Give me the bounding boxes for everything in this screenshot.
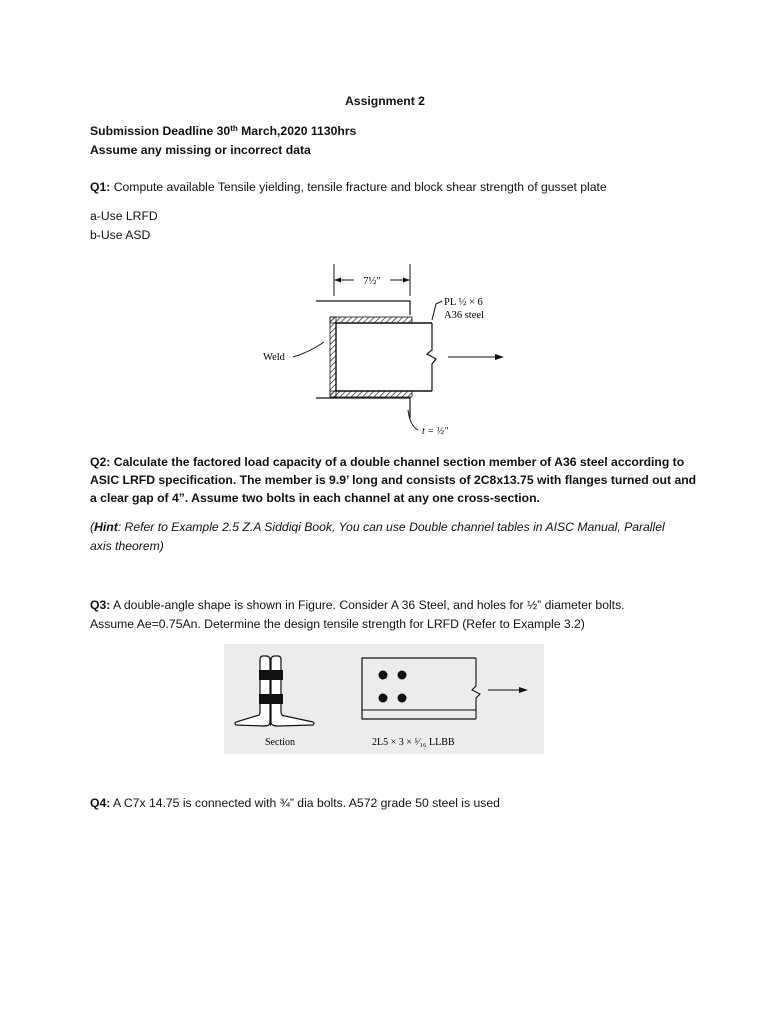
bolt-hole — [398, 694, 407, 703]
gusset-bottom-edge — [316, 398, 410, 418]
plate-break-line — [427, 323, 436, 391]
weld-leader — [293, 342, 324, 357]
shape-label: 2L5 × 3 × ⁵⁄₁₆ LLBB — [372, 737, 455, 748]
q3-line1: A double-angle shape is shown in Figure. Consider A 36 Steel, and holes for ½” diameter bolts. — [110, 598, 625, 612]
submission-deadline — [90, 122, 356, 140]
q3-line2: Assume Ae=0.75An. Determine the design tensile strength for LRFD (Refer to Example 3.2) — [90, 617, 585, 631]
gusset-top-edge — [316, 301, 410, 315]
q2-line2: ASIC LRFD specification. The member is 9.9’ long and consists of 2C8x13.75 with flanges turned out and — [90, 473, 697, 487]
q2-hint — [90, 518, 665, 536]
weld-label: Weld — [263, 352, 285, 363]
dim-arrow-right — [403, 278, 410, 283]
bolt-hole — [398, 671, 407, 680]
gusset-plate-figure — [250, 260, 520, 442]
q4-text: A C7x 14.75 is connected with ¾” dia bolts. A572 grade 50 steel is used — [110, 796, 500, 810]
q2-line1: Calculate the factored load capacity of a double channel section member of A36 steel according to — [110, 455, 685, 469]
steel-label: A36 steel — [444, 310, 484, 321]
question-3 — [90, 596, 625, 614]
deadline-suffix: March,2020 1130hrs — [237, 124, 357, 138]
assumption-note: Assume any missing or incorrect data — [90, 143, 311, 157]
plate-label: PL ½ × 6 — [444, 297, 483, 308]
q4-label: Q4: — [90, 796, 111, 810]
q2-line3: a clear gap of 4”. Assume two bolts in each channel at any one cross-section. — [90, 491, 540, 505]
weld-side — [330, 317, 336, 397]
weld-top — [330, 317, 412, 323]
q3-label: Q3: — [90, 598, 111, 612]
section-label: Section — [265, 737, 295, 748]
dim-label: 7½″ — [363, 276, 381, 287]
q1-option-a: a-Use LRFD — [90, 209, 158, 223]
hint-line1: : Refer to Example 2.5 Z.A Siddiqi Book, You can use Double channel tables in AISC Manual, Parallel — [117, 520, 665, 534]
dim-arrow-left — [334, 278, 341, 283]
hint-line2: axis theorem) — [90, 539, 164, 553]
document-title: Assignment 2 — [345, 94, 425, 108]
hint-label: Hint — [94, 520, 118, 534]
deadline-prefix: Submission Deadline 30 — [90, 124, 231, 138]
question-4 — [90, 794, 500, 812]
thickness-label: t = ½″ — [422, 426, 449, 437]
q2-label: Q2: — [90, 455, 111, 469]
q1-option-b: b-Use ASD — [90, 228, 151, 242]
question-2 — [90, 453, 684, 471]
deadline-superscript: th — [230, 124, 238, 133]
load-arrow-head — [495, 354, 504, 360]
weld-bottom — [330, 391, 412, 397]
question-1 — [90, 178, 607, 196]
bolt-hole — [379, 671, 388, 680]
hint-open: ( — [90, 520, 95, 534]
plate-leader — [432, 301, 442, 320]
plate-outline — [336, 323, 432, 391]
q1-label: Q1: — [90, 180, 111, 194]
bolt-hole — [379, 694, 388, 703]
double-angle-figure — [224, 644, 544, 754]
q1-text: Compute available Tensile yielding, tensile fracture and block shear strength of gusset plate — [110, 180, 607, 194]
